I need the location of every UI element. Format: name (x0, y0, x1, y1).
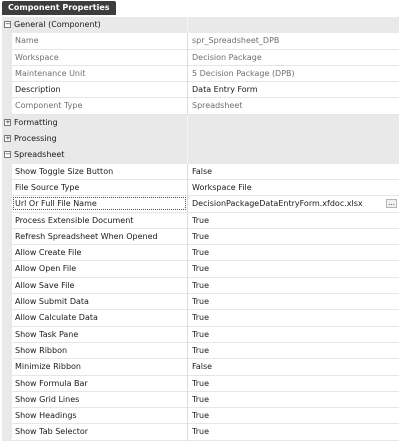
property-value[interactable]: True (192, 280, 209, 290)
property-row[interactable] (2, 82, 399, 98)
property-value[interactable]: spr_Spreadsheet_DPB (192, 36, 280, 46)
property-row[interactable] (2, 196, 399, 212)
property-name: Refresh Spreadsheet When Opened (15, 231, 158, 241)
property-name: Minimize Ribbon (15, 362, 81, 372)
property-name: Component Type (15, 101, 83, 111)
property-row[interactable] (2, 343, 399, 359)
property-row[interactable] (2, 213, 399, 229)
property-value[interactable]: 5 Decision Package (DPB) (192, 68, 295, 78)
property-value[interactable]: DecisionPackageDataEntryForm.xfdoc.xlsx (192, 199, 363, 209)
property-value[interactable]: Workspace File (192, 182, 252, 192)
column-divider (187, 343, 188, 359)
row-gutter (2, 423, 12, 440)
property-row[interactable] (2, 294, 399, 310)
row-gutter (2, 309, 12, 326)
property-name: Url Or Full File Name (15, 199, 97, 209)
property-value[interactable]: True (192, 394, 209, 404)
property-value[interactable]: True (192, 345, 209, 355)
category-label: Formatting (14, 117, 58, 127)
category-formatting[interactable] (2, 115, 399, 131)
property-row[interactable] (2, 261, 399, 277)
minus-box-icon[interactable]: − (5, 20, 11, 28)
minus-box-icon[interactable]: − (5, 150, 11, 159)
property-value[interactable]: False (192, 166, 213, 176)
property-value[interactable]: True (192, 411, 209, 421)
plus-box-icon[interactable]: + (5, 134, 11, 143)
row-gutter (2, 212, 12, 229)
property-name: Workspace (15, 52, 59, 62)
browse-ellipsis-button[interactable]: ... (386, 199, 397, 208)
property-value[interactable]: True (192, 313, 209, 323)
column-divider (187, 245, 188, 261)
property-row[interactable] (2, 408, 399, 424)
row-gutter (2, 260, 12, 277)
category-label: Processing (14, 134, 57, 144)
property-row[interactable] (2, 376, 399, 392)
property-name: Show Toggle Size Button (15, 166, 114, 176)
column-divider (187, 180, 188, 196)
property-value[interactable]: True (192, 215, 209, 225)
property-name: Allow Open File (15, 264, 77, 274)
row-gutter (2, 163, 12, 180)
row-gutter (2, 342, 12, 359)
property-row[interactable] (2, 229, 399, 245)
row-gutter (2, 277, 12, 294)
property-name: Description (15, 85, 61, 95)
property-name: Allow Create File (15, 248, 82, 258)
property-name: Show Grid Lines (15, 394, 80, 404)
column-divider (187, 261, 188, 277)
property-row[interactable] (2, 278, 399, 294)
property-name: Show Tab Selector (15, 427, 89, 437)
property-name: Allow Calculate Data (15, 313, 98, 323)
row-gutter (2, 228, 12, 245)
property-row[interactable] (2, 66, 399, 82)
property-value[interactable]: True (192, 248, 209, 258)
property-name: Name (15, 36, 39, 46)
column-divider (187, 229, 188, 245)
category-label: General (Component) (14, 20, 101, 29)
property-row[interactable] (2, 327, 399, 343)
property-name: Allow Submit Data (15, 297, 89, 307)
property-row[interactable] (2, 359, 399, 375)
column-divider (187, 164, 188, 180)
column-divider (187, 213, 188, 229)
property-value[interactable]: True (192, 297, 209, 307)
row-gutter (2, 391, 12, 408)
column-divider (187, 424, 188, 440)
property-row[interactable] (2, 180, 399, 196)
column-divider (187, 376, 188, 392)
column-divider (187, 131, 188, 147)
column-divider (187, 196, 188, 212)
category-label: Spreadsheet (14, 150, 65, 160)
row-gutter (2, 97, 12, 114)
property-name: Allow Save File (15, 280, 75, 290)
plus-box-icon[interactable]: + (5, 117, 11, 126)
property-name: Process Extensible Document (15, 215, 134, 225)
row-gutter (2, 358, 12, 375)
property-value[interactable]: Spreadsheet (192, 101, 243, 111)
column-divider (187, 50, 188, 66)
property-value[interactable]: Decision Package (192, 52, 262, 62)
row-gutter (2, 375, 12, 392)
row-gutter (2, 407, 12, 424)
column-divider (187, 98, 188, 114)
property-row[interactable] (2, 98, 399, 114)
column-divider (187, 115, 188, 131)
property-name: Maintenance Unit (15, 68, 86, 78)
property-value[interactable]: True (192, 231, 209, 241)
property-grid (2, 17, 399, 441)
row-gutter (2, 195, 12, 212)
property-name: Show Task Pane (15, 329, 79, 339)
row-gutter (2, 326, 12, 343)
column-divider (187, 359, 188, 375)
property-name: Show Formula Bar (15, 378, 88, 388)
property-row[interactable] (2, 310, 399, 326)
row-gutter (2, 81, 12, 98)
row-gutter (2, 179, 12, 196)
row-gutter (2, 65, 12, 82)
category-processing[interactable] (2, 131, 399, 147)
property-value[interactable]: True (192, 329, 209, 339)
row-gutter (2, 244, 12, 261)
property-value[interactable]: True (192, 264, 209, 274)
property-row[interactable] (2, 164, 399, 180)
column-divider (187, 310, 188, 326)
property-value[interactable]: False (192, 362, 213, 372)
category-general-component[interactable] (2, 17, 399, 33)
row-gutter (2, 293, 12, 310)
row-gutter (2, 49, 12, 66)
column-divider (187, 66, 188, 82)
property-row[interactable] (2, 392, 399, 408)
property-row[interactable] (2, 245, 399, 261)
column-divider (187, 278, 188, 294)
column-divider (187, 327, 188, 343)
property-value[interactable]: True (192, 427, 209, 437)
column-divider (187, 408, 188, 424)
column-divider (187, 147, 188, 163)
panel-title-tab[interactable]: Component Properties (2, 1, 116, 15)
row-gutter (2, 32, 12, 49)
column-divider (187, 82, 188, 98)
category-spreadsheet[interactable] (2, 147, 399, 163)
property-row[interactable] (2, 50, 399, 66)
column-divider (187, 294, 188, 310)
column-divider (187, 33, 188, 49)
property-value[interactable]: True (192, 378, 209, 388)
property-value[interactable]: Data Entry Form (192, 85, 258, 95)
column-divider (187, 17, 188, 33)
column-divider (187, 392, 188, 408)
property-name: Show Ribbon (15, 345, 68, 355)
property-name: File Source Type (15, 182, 80, 192)
property-name: Show Headings (15, 411, 77, 421)
property-row[interactable] (2, 424, 399, 440)
property-row[interactable] (2, 33, 399, 49)
